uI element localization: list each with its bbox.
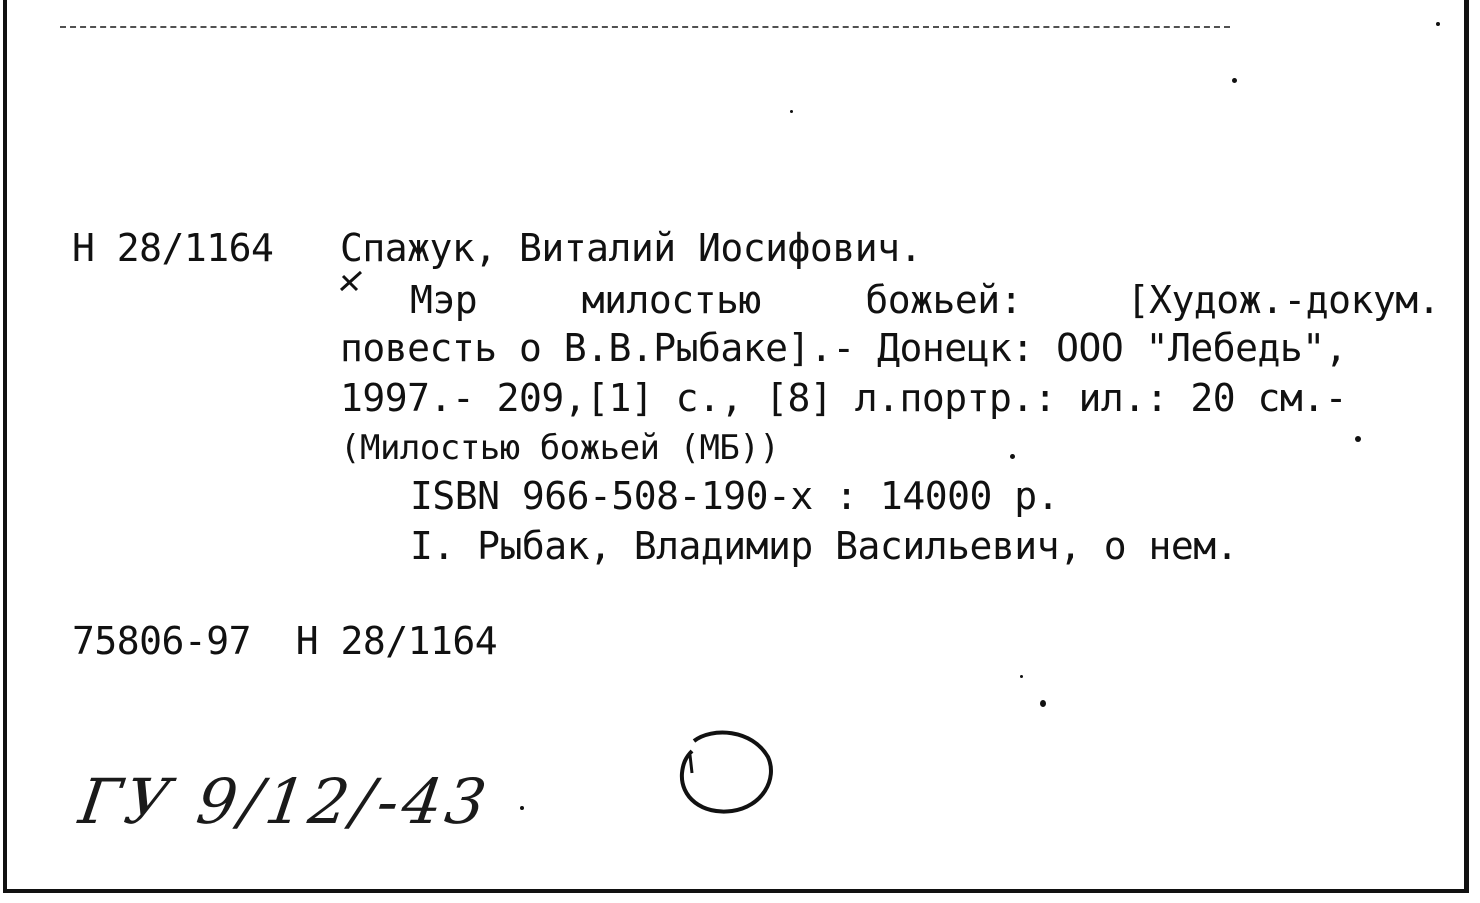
isbn-price: ISBN 966-508-190-x : 14000 р. xyxy=(410,474,1059,518)
title-word: [Худож.-докум. xyxy=(1126,278,1440,322)
title-word: божьей: xyxy=(865,278,1023,322)
circle-stamp-icon xyxy=(672,727,780,817)
description-line-2: повесть о В.В.Рыбаке].- Донецк: ООО "Лебедь", xyxy=(340,326,1348,370)
call-number: Н 28/1164 xyxy=(72,226,274,270)
speck xyxy=(1020,675,1023,678)
series-line: (Милостью божьей (МБ)) xyxy=(340,428,780,468)
speck xyxy=(1010,454,1015,459)
author-heading: Спажук, Виталий Иосифович. xyxy=(340,226,922,270)
speck xyxy=(1040,700,1046,707)
subject-entry: I. Рыбак, Владимир Васильевич, о нем. xyxy=(410,524,1238,568)
title-word: милостью xyxy=(581,278,761,322)
speck xyxy=(520,806,524,810)
speck xyxy=(1355,436,1361,442)
handwritten-mark: ГУ 9/12/-43 xyxy=(74,765,495,838)
speck xyxy=(1436,22,1440,26)
description-line-3: 1997.- 209,[1] с., [8] л.портр.: ил.: 20 см.- xyxy=(340,376,1348,420)
speck xyxy=(1232,78,1237,83)
speck xyxy=(790,110,793,113)
top-dashed-rule xyxy=(60,26,1230,28)
title-word: Мэр xyxy=(410,278,478,322)
title-line xyxy=(340,276,1440,324)
accession-number: 75806-97 Н 28/1164 xyxy=(72,619,498,663)
